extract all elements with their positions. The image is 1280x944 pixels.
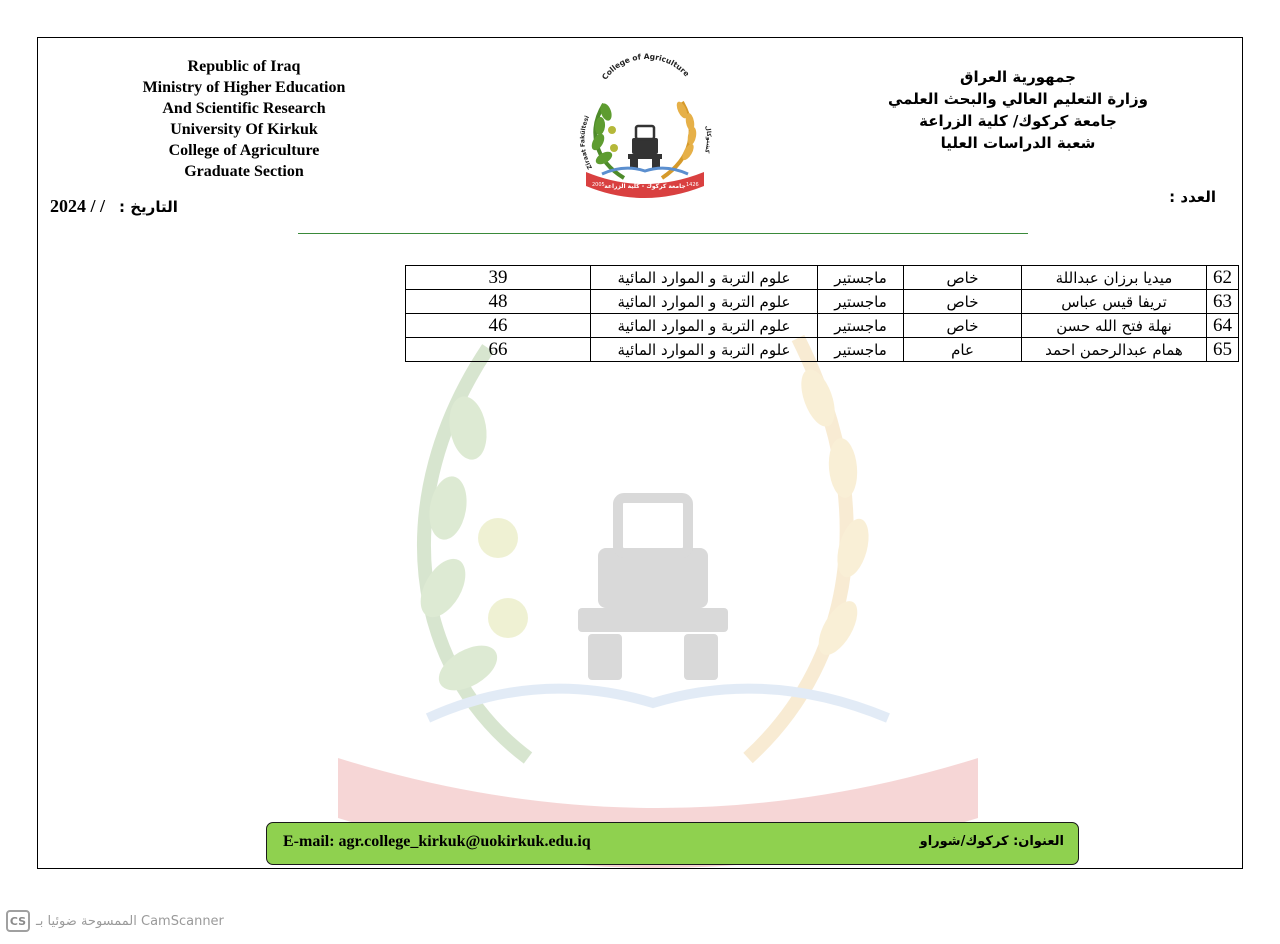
student-name: تريفا قيس عباس [1022, 290, 1207, 314]
admission-type: خاص [904, 290, 1022, 314]
degree: ماجستير [818, 290, 904, 314]
date-row [50, 196, 178, 217]
admission-type: خاص [904, 314, 1022, 338]
svg-text:كشتوكال [703, 125, 712, 154]
row-index: 63 [1207, 290, 1239, 314]
degree: ماجستير [818, 266, 904, 290]
laurel-branch-icon [411, 348, 528, 758]
degree: ماجستير [818, 338, 904, 362]
admission-type: عام [904, 338, 1022, 362]
score: 39 [406, 266, 591, 290]
ribbon-banner [586, 172, 704, 198]
header-english [118, 56, 370, 182]
college-logo [558, 50, 730, 198]
email-address: E-mail: agr.college_kirkuk@uokirkuk.edu.iq [283, 833, 591, 850]
laurel-branch-icon [589, 102, 624, 178]
tractor-icon [578, 498, 728, 680]
header-en-line: Graduate Section [184, 163, 304, 180]
wheat-stalks-icon [748, 338, 874, 758]
header-en-line: College of Agriculture [168, 142, 320, 159]
table-row [406, 314, 1239, 338]
table-row [406, 266, 1239, 290]
header-ar-line: جامعة كركوك/ كلية الزراعة [919, 112, 1117, 130]
svg-text:College of Agriculture [600, 52, 691, 82]
date-value: 2024 / / [50, 196, 106, 216]
table-row [406, 290, 1239, 314]
table-row [406, 338, 1239, 362]
row-index: 62 [1207, 266, 1239, 290]
ribbon-text: جامعة كركوك - كلية الزراعة [604, 183, 686, 190]
year-right-label: 1426 [686, 182, 699, 188]
student-name: همام عبدالرحمن احمد [1022, 338, 1207, 362]
header-en-line: University Of Kirkuk [170, 121, 318, 138]
score: 66 [406, 338, 591, 362]
student-name: نهلة فتح الله حسن [1022, 314, 1207, 338]
header-en-line: Republic of Iraq [187, 58, 301, 75]
document-page [37, 37, 1243, 869]
header-ar-line: شعبة الدراسات العليا [940, 134, 1096, 152]
header-ar-line: وزارة التعليم العالي والبحث العلمي [887, 90, 1149, 108]
department: علوم التربة و الموارد المائية [591, 338, 818, 362]
year-left-label: 2005 [592, 182, 605, 188]
logo-top-text: College of Agriculture [600, 51, 692, 82]
score: 48 [406, 290, 591, 314]
camscanner-logo-icon: CS [6, 910, 30, 932]
department: علوم التربة و الموارد المائية [591, 290, 818, 314]
header-en-line: And Scientific Research [162, 100, 326, 117]
postal-address: العنوان: كركوك/شوراو [919, 834, 1064, 849]
logo-left-text: Ziraat Fakültesi [579, 114, 594, 171]
header-divider [298, 233, 1028, 234]
students-table [405, 265, 1239, 362]
camscanner-watermark [6, 910, 224, 932]
degree: ماجستير [818, 314, 904, 338]
logo-right-text: كشتوكال [703, 125, 713, 154]
svg-text:Ziraat Fakültesi [579, 115, 594, 171]
header-arabic [868, 66, 1168, 154]
header-en-line: Ministry of Higher Education [142, 79, 346, 96]
open-book-icon [428, 689, 888, 718]
department: علوم التربة و الموارد المائية [591, 314, 818, 338]
reference-number-label: العدد : [1169, 188, 1216, 206]
score: 46 [406, 314, 591, 338]
student-name: ميديا برزان عبداللة [1022, 266, 1207, 290]
header-ar-line: جمهورية العراق [960, 68, 1076, 86]
admission-type: خاص [904, 266, 1022, 290]
date-label: التاريخ : [119, 198, 178, 216]
camscanner-text: الممسوحة ضوئيا بـ CamScanner [36, 913, 224, 929]
wheat-stalks-icon [662, 100, 698, 178]
department: علوم التربة و الموارد المائية [591, 266, 818, 290]
row-index: 64 [1207, 314, 1239, 338]
row-index: 65 [1207, 338, 1239, 362]
tractor-icon [628, 126, 662, 168]
contact-footer [266, 822, 1079, 865]
